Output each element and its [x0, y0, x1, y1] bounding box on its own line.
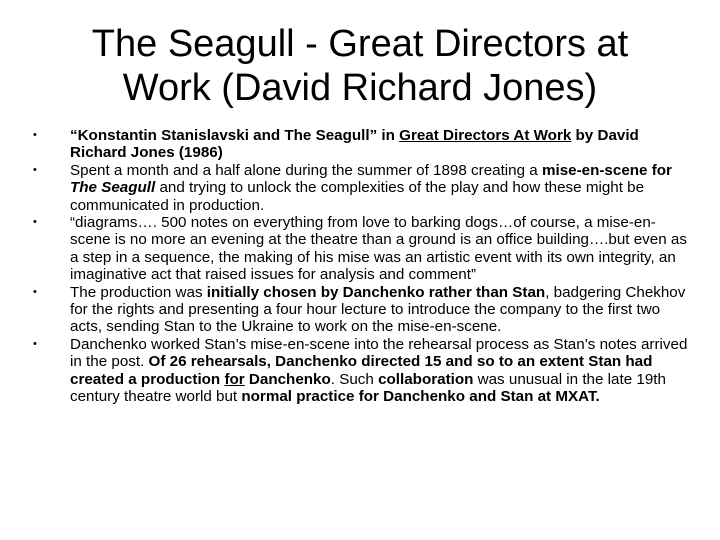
bullet-text-segment: was unusual in the late 19th century theatre world but: [70, 370, 666, 406]
bullet-point-icon: •: [33, 216, 37, 229]
bullet-point-icon: •: [33, 285, 37, 298]
slide-title: [40, 22, 680, 110]
bullet-item: [0, 336, 720, 406]
bullet-text-segment: . Such: [330, 370, 379, 388]
bullet-list: [0, 127, 720, 406]
bullet-text-segment: and trying to unlock the complexities of the play and how these might be communicated in production.: [70, 179, 645, 214]
bullet-text-segment: , badgering Chekhov for the rights and presenting a four hour lecture to introduce the company to the first two acts, sending Stan to the Ukraine to work on the mise-en-scene.: [70, 283, 686, 336]
slide-title-line-2: Work (David Richard Jones): [122, 67, 598, 109]
bullet-text-segment: normal practice for Danchenko and Stan at MXAT.: [241, 388, 600, 406]
bullet-text-segment: Spent a month and a half alone during the summer of 1898 creating a: [70, 161, 542, 179]
bullet-point-icon: •: [33, 163, 37, 176]
bullet-text-segment: Danchenko worked Stan’s mise-en-scene into the rehearsal process as Stan’s notes arrived in the post.: [70, 335, 688, 371]
bullet-point-icon: •: [33, 129, 37, 141]
bullet-text-segment: Danchenko: [244, 370, 331, 388]
bullet-text-segment: Of 26 rehearsals, Danchenko directed 15 and so to an extent Stan had created a production: [70, 353, 653, 388]
bullet-text-segment: mise-en-scene for: [541, 161, 672, 179]
bullet-text-segment: The production was: [70, 283, 207, 301]
bullet-text-segment: collaboration: [378, 370, 474, 388]
bullet-item: [0, 162, 720, 214]
slide-title-line-1: The Seagull - Great Directors at: [91, 23, 629, 65]
bullet-text-segment: “diagrams…. 500 notes on everything from love to barking dogs…of course, a mise-en-scene is no more an evening at the theatre than a ground is an office building….but even as a step in a sequence, the making of his mise was an artistic event with its own integrity, an imaginative act that raised issues for analysis and comment”: [70, 214, 687, 284]
bullet-item: [0, 284, 720, 336]
bullet-text-segment: Great Directors At Work: [399, 127, 572, 144]
bullet-point-icon: •: [33, 337, 37, 350]
bullet-text-segment: for: [224, 370, 245, 388]
bullet-item: [0, 127, 720, 162]
bullet-text-segment: The Seagull: [70, 179, 156, 197]
bullet-item: [0, 214, 720, 284]
bullet-text-segment: by David Richard Jones (1986): [70, 127, 639, 162]
bullet-text-segment: “Konstantin Stanislavski and The Seagull” in: [70, 127, 400, 144]
bullet-text-segment: initially chosen by Danchenko rather than Stan: [206, 283, 546, 301]
